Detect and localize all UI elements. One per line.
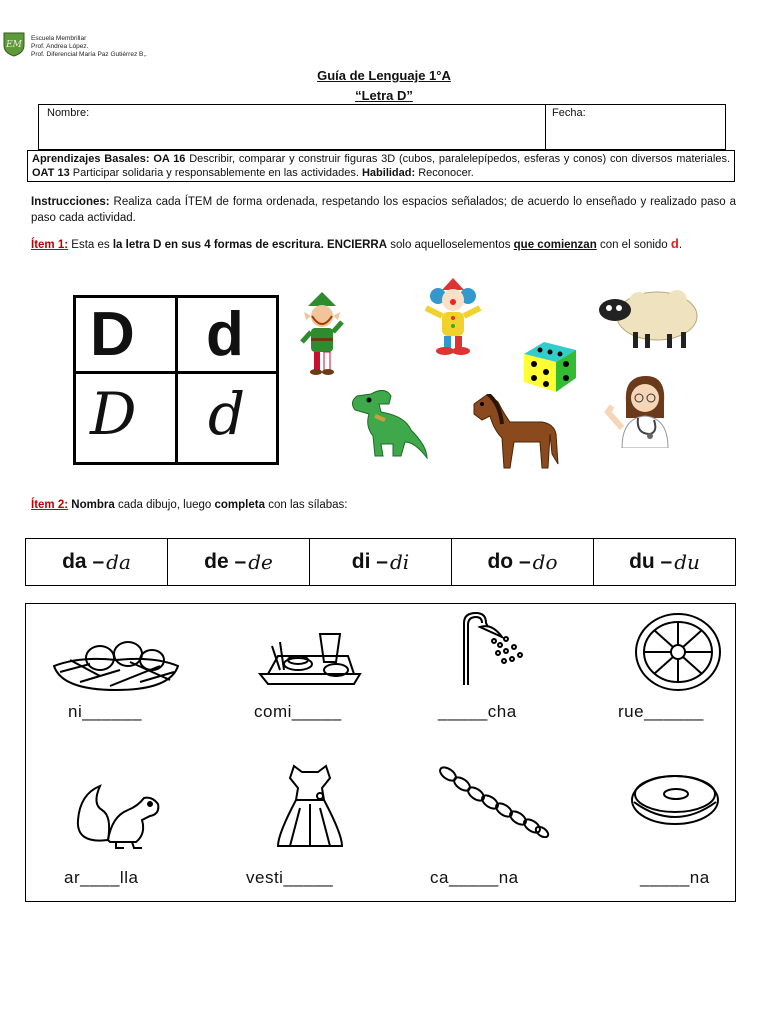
word-7[interactable]: ca_____na bbox=[430, 868, 519, 887]
squirrel-picture bbox=[72, 780, 164, 850]
elf-picture[interactable] bbox=[298, 292, 346, 378]
svg-text:EM: EM bbox=[6, 40, 22, 50]
special-teacher-name: Prof. Diferencial María Paz Gutiérrez B,. bbox=[31, 51, 147, 58]
date-field[interactable] bbox=[545, 104, 726, 150]
shower-picture bbox=[458, 611, 530, 687]
word-2[interactable]: comi_____ bbox=[254, 702, 342, 721]
name-field[interactable] bbox=[38, 104, 546, 150]
sheep-picture[interactable] bbox=[595, 284, 703, 350]
item1-text: Ítem 1: Esta es la letra D en sus 4 formas de escritura. ENCIERRA solo aquelloselementos que comienzan con el sonido d. bbox=[31, 236, 683, 251]
school-header bbox=[31, 35, 147, 59]
word-8[interactable]: _____na bbox=[640, 868, 710, 887]
dice-picture[interactable] bbox=[520, 338, 580, 394]
dinosaur-picture[interactable] bbox=[345, 386, 429, 462]
word-4[interactable]: rue______ bbox=[618, 702, 704, 721]
syllable-di: di – di bbox=[310, 539, 452, 585]
syllables-table bbox=[25, 538, 736, 586]
name-label: Nombre: bbox=[47, 107, 90, 119]
item1-label: Ítem 1: bbox=[31, 239, 69, 251]
school-logo bbox=[2, 31, 26, 57]
item2-label: Ítem 2: bbox=[31, 499, 69, 511]
teacher-name: Prof. Andrea López. bbox=[31, 43, 89, 50]
learning-objectives-box: Aprendizajes Basales: OA 16 Describir, comparar y construir figuras 3D (cubos, paralelepípedos, esferas y conos) con diversos materiales. OAT 13 Participar solidaria y responsablemente en las actividades. Habilidad: Reconocer. bbox=[27, 150, 735, 182]
lowercase-print-d: d bbox=[206, 300, 244, 369]
lowercase-cursive-d: d bbox=[208, 380, 246, 448]
instructions: Instrucciones: Realiza cada ÍTEM de forma ordenada, respetando los espacios señalados; de acuerdo lo enseñado y realizado paso a paso cada actividad. bbox=[31, 196, 736, 224]
page-title: Guía de Lenguaje 1°A bbox=[317, 68, 451, 83]
word-6[interactable]: vesti_____ bbox=[246, 868, 334, 887]
dress-picture bbox=[276, 764, 344, 848]
wheel-picture bbox=[634, 612, 722, 692]
word-5[interactable]: ar____lla bbox=[64, 868, 139, 887]
syllable-da: da – da bbox=[26, 539, 168, 585]
nest-picture bbox=[50, 636, 182, 692]
horse-picture[interactable] bbox=[470, 394, 560, 472]
word-3[interactable]: _____cha bbox=[438, 702, 517, 721]
date-label: Fecha: bbox=[552, 107, 586, 119]
page-subtitle: “Letra D” bbox=[355, 88, 413, 103]
syllable-de: de – de bbox=[168, 539, 310, 585]
clown-picture[interactable] bbox=[418, 278, 488, 356]
word-1[interactable]: ni______ bbox=[68, 702, 142, 721]
letter-d-grid bbox=[73, 295, 279, 465]
doctor-picture[interactable] bbox=[604, 372, 684, 448]
syllable-do: do – do bbox=[452, 539, 594, 585]
syllable-du: du – du bbox=[629, 550, 700, 574]
school-name: Escuela Membrillar bbox=[31, 35, 87, 42]
uppercase-print-d: D bbox=[90, 300, 135, 369]
food-tray-picture bbox=[258, 626, 362, 690]
donut-picture bbox=[630, 772, 720, 826]
chain-picture bbox=[438, 766, 550, 838]
uppercase-cursive-d: D bbox=[90, 380, 137, 448]
item2-text: Ítem 2: Nombra cada dibujo, luego completa con las sílabas: bbox=[31, 499, 348, 511]
